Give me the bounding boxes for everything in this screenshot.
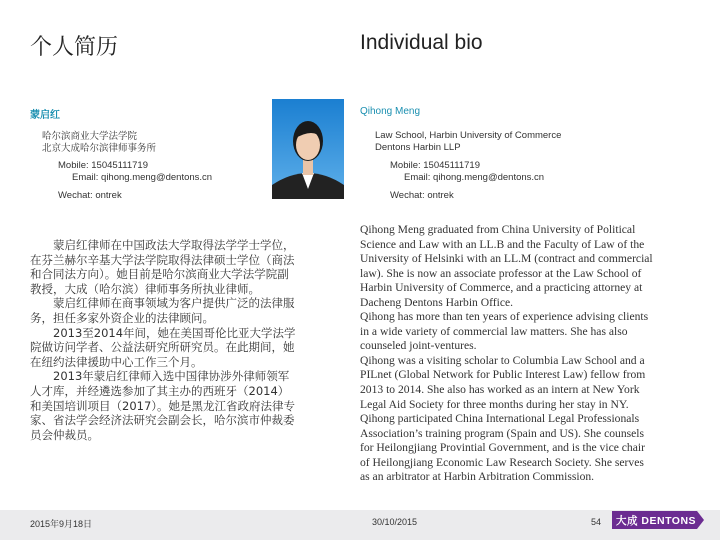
bio-en-paragraph: Qihong was a visiting scholar to Columbia Law School and a PILnet (Global Network for Public Interest Law) fellow from 2013 to 2014. She also has worked as an intern at New York Legal Aid Society for three months during her stay in NY. bbox=[360, 353, 646, 411]
footer-date-cn: 2015年9月18日 bbox=[30, 519, 93, 529]
email-en: Email: qihong.meng@dentons.cn bbox=[404, 172, 545, 183]
title-english: Individual bio bbox=[360, 31, 483, 54]
name-chinese: 蒙启红 bbox=[30, 110, 60, 121]
page-number: 54 bbox=[591, 517, 602, 527]
bio-en-paragraph: Qihong Meng graduated from China University of Political Science and Law with an LL.B and the Faculty of Law of the University of Helsinki with an LL.M (contract and commercial law). She is now an associate professor at the Law School of Harbin University of Commerce, and a practicing attorney at Dacheng Dentons Harbin Office. bbox=[360, 223, 653, 309]
wechat-cn: Wechat: ontrek bbox=[58, 190, 122, 201]
bio-english bbox=[360, 223, 655, 485]
footer-date: 30/10/2015 bbox=[372, 517, 418, 527]
dentons-logo-text: 大成 DENTONS bbox=[616, 515, 697, 527]
bio-cn-paragraph: 蒙启红律师在商事领域为客户提供广泛的法律服务，担任多家外资企业的法律顾问。 bbox=[30, 296, 295, 325]
org-english-1: Law School, Harbin University of Commerce bbox=[375, 130, 562, 141]
bio-en-paragraph: Qihong participated China International Legal Professionals Association’s training program (Spain and US). She counsels for Heilongjiang Provintial Government, and is the vice chair of Heilongjiang Economic Law Research Society. She serves as an arbitrator at Harbin Arbitration Commission. bbox=[360, 412, 645, 484]
email-cn: Email: qihong.meng@dentons.cn bbox=[72, 172, 213, 183]
org-chinese-1: 哈尔滨商业大学法学院 bbox=[42, 131, 138, 142]
bio-en-paragraph: Qihong has more than ten years of experience advising clients in a wide variety of commercial law matters. She has also counseled joint-ventures. bbox=[360, 310, 649, 353]
mobile-en: Mobile: 15045111719 bbox=[390, 160, 480, 171]
name-english: Qihong Meng bbox=[360, 106, 421, 117]
bio-chinese bbox=[30, 238, 298, 442]
org-english-2: Dentons Harbin LLP bbox=[375, 142, 461, 153]
profile-photo bbox=[272, 99, 344, 199]
bio-cn-paragraph: 蒙启红律师在中国政法大学取得法学学士学位，在芬兰赫尔辛基大学法学院取得法律硕士学位（商法和合同法方向）。她目前是哈尔滨商业大学法学院副教授，大成（哈尔滨）律师事务所执业律师。 bbox=[30, 238, 295, 296]
org-chinese-2: 北京大成哈尔滨律师事务所 bbox=[42, 143, 157, 154]
bio-cn-paragraph: 2013年蒙启红律师入选中国律协涉外律师领军人才库，并经遴选参加了其主办的西班牙（2014）和美国培训项目（2017）。她是黑龙江省政府法律专家、省法学会经济法研究会副会长，哈尔滨市仲裁委员会仲裁员。 bbox=[30, 369, 296, 442]
mobile-cn: Mobile: 15045111719 bbox=[58, 160, 148, 171]
bio-cn-paragraph: 2013至2014年间，她在美国哥伦比亚大学法学院做访问学者、公益法研究所研究员。在此期间，她在纽约法律援助中心工作三个月。 bbox=[30, 325, 296, 369]
wechat-en: Wechat: ontrek bbox=[390, 190, 454, 201]
title-chinese: 个人简历 bbox=[30, 35, 119, 60]
